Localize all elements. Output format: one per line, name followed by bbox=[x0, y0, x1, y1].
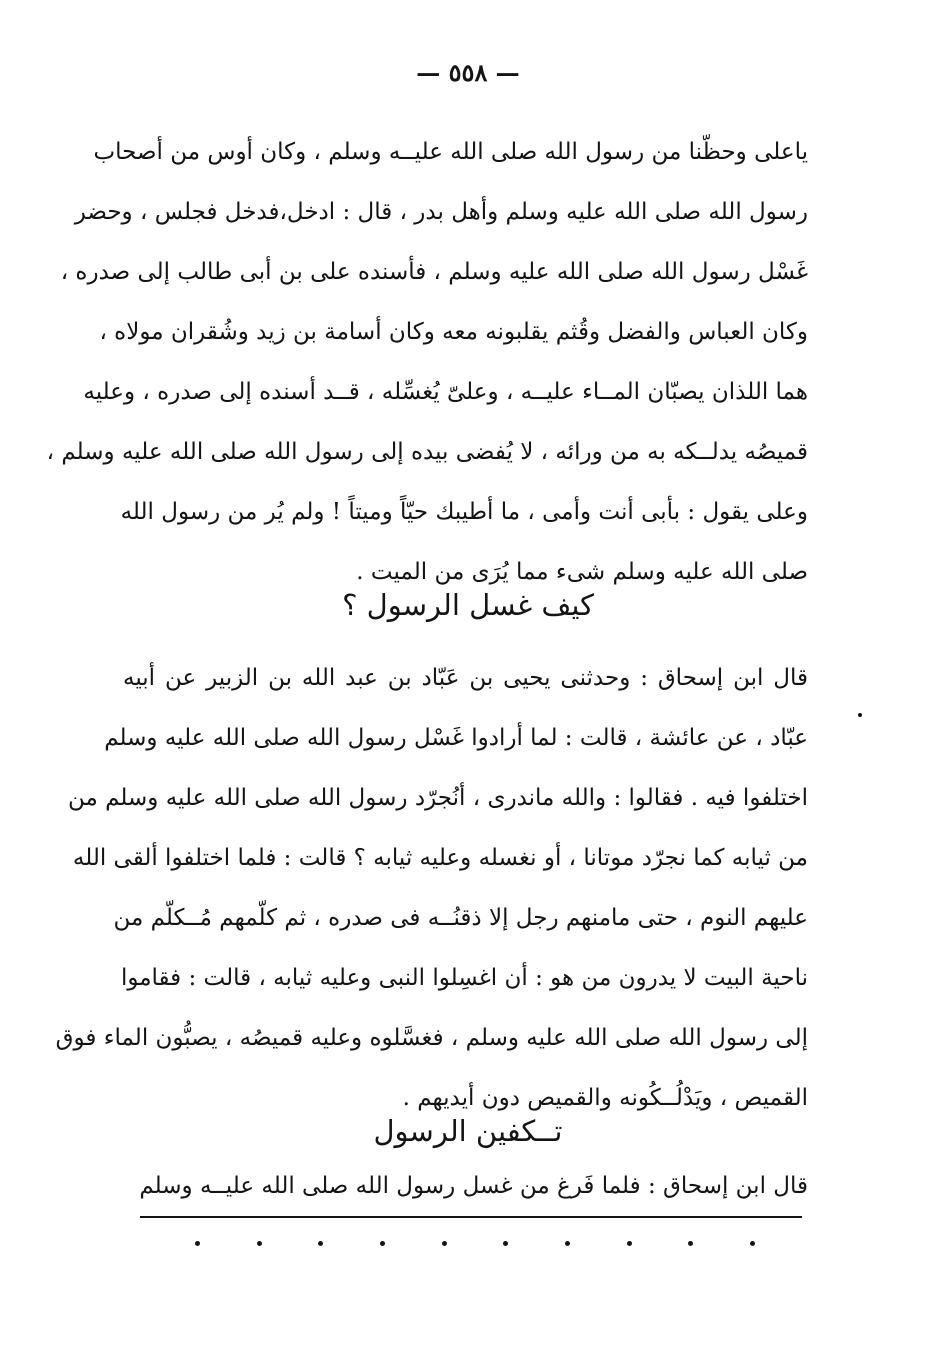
footer-dot bbox=[503, 1241, 508, 1246]
footer-dot bbox=[750, 1241, 755, 1246]
section-heading-washing: كيف غسل الرسول ؟ bbox=[342, 588, 594, 622]
paragraph-washing bbox=[55, 648, 808, 1128]
footer-dot bbox=[195, 1241, 200, 1246]
footer-dot bbox=[318, 1241, 323, 1246]
footer-dot bbox=[442, 1241, 447, 1246]
margin-mark bbox=[858, 713, 862, 717]
text-line: قميصُه يدلــكه به من ورائه ، لا يُفضى بيده إلى رسول الله صلى الله عليه وسلم ، bbox=[46, 439, 808, 465]
footer-dots bbox=[195, 1236, 755, 1250]
text-line: عليهم النوم ، حتى مامنهم رجل إلا ذقنُــه فى صدره ، ثم كلّمهم مُــكلّم من bbox=[113, 905, 808, 931]
text-line: ناحية البيت لا يدرون من هو : أن اغسِلوا النبى وعليه ثيابه ، قالت : فقاموا bbox=[120, 965, 808, 991]
text-line: ياعلى وحظّنا من رسول الله صلى الله عليــه وسلم ، وكان أوس من أصحاب bbox=[93, 139, 808, 165]
text-line: وكان العباس والفضل وقُثم يقلبونه معه وكان أسامة بن زيد وشُقران مولاه ، bbox=[99, 319, 808, 345]
text-line: عبّاد ، عن عائشة ، قالت : لما أرادوا غَسْل رسول الله صلى الله عليه وسلم bbox=[104, 725, 808, 751]
text-line: إلى رسول الله صلى الله عليه وسلم ، فغسَّلوه وعليه قميصُه ، يصبُّون الماء فوق bbox=[55, 1025, 808, 1051]
text-line: وعلى يقول : بأبى أنت وأمى ، ما أطيبك حيّاً وميتاً ! ولم يُر من رسول الله bbox=[120, 499, 808, 525]
footer-dot bbox=[380, 1241, 385, 1246]
text-line: هما اللذان يصبّان المــاء عليــه ، وعلىّ يُغسِّله ، قــد أسنده إلى صدره ، وعليه bbox=[83, 379, 808, 405]
footer-dot bbox=[257, 1241, 262, 1246]
text-line: من ثيابه كما نجرّد موتانا ، أو نغسله وعليه ثيابه ؟ قالت : فلما اختلفوا ألقى الله bbox=[72, 845, 808, 871]
text-line: قال ابن إسحاق : وحدثنى يحيى بن عَبّاد بن عبد الله بن الزبير عن أبيه bbox=[123, 665, 808, 691]
footer-dot bbox=[565, 1241, 570, 1246]
text-line: غَسْل رسول الله صلى الله عليه وسلم ، فأسنده على بن أبى طالب إلى صدره ، bbox=[60, 259, 808, 285]
footer-rule bbox=[140, 1216, 802, 1218]
text-line: القميص ، ويَدْلُــكُونه والقميص دون أيديهم . bbox=[402, 1085, 808, 1111]
footer-dot bbox=[688, 1241, 693, 1246]
footer-dot bbox=[627, 1241, 632, 1246]
text-line: قال ابن إسحاق : فلما فَرغ من غسل رسول الله صلى الله عليــه وسلم bbox=[139, 1173, 808, 1199]
text-line: اختلفوا فيه . فقالوا : والله ماندرى ، أنُجرّد رسول الله صلى الله عليه وسلم من bbox=[67, 785, 808, 811]
paragraph-shrouding bbox=[123, 1156, 808, 1216]
paragraph-aws-ibn-khawli bbox=[46, 122, 808, 602]
section-heading-shrouding: تــكفين الرسول bbox=[373, 1114, 563, 1148]
text-line: صلى الله عليه وسلم شىء مما يُرَى من الميت . bbox=[356, 559, 808, 585]
page-number: — ٥٥٨ — bbox=[416, 58, 520, 87]
text-line: رسول الله صلى الله عليه وسلم وأهل بدر ، قال : ادخل،فدخل فجلس ، وحضر bbox=[74, 199, 808, 225]
